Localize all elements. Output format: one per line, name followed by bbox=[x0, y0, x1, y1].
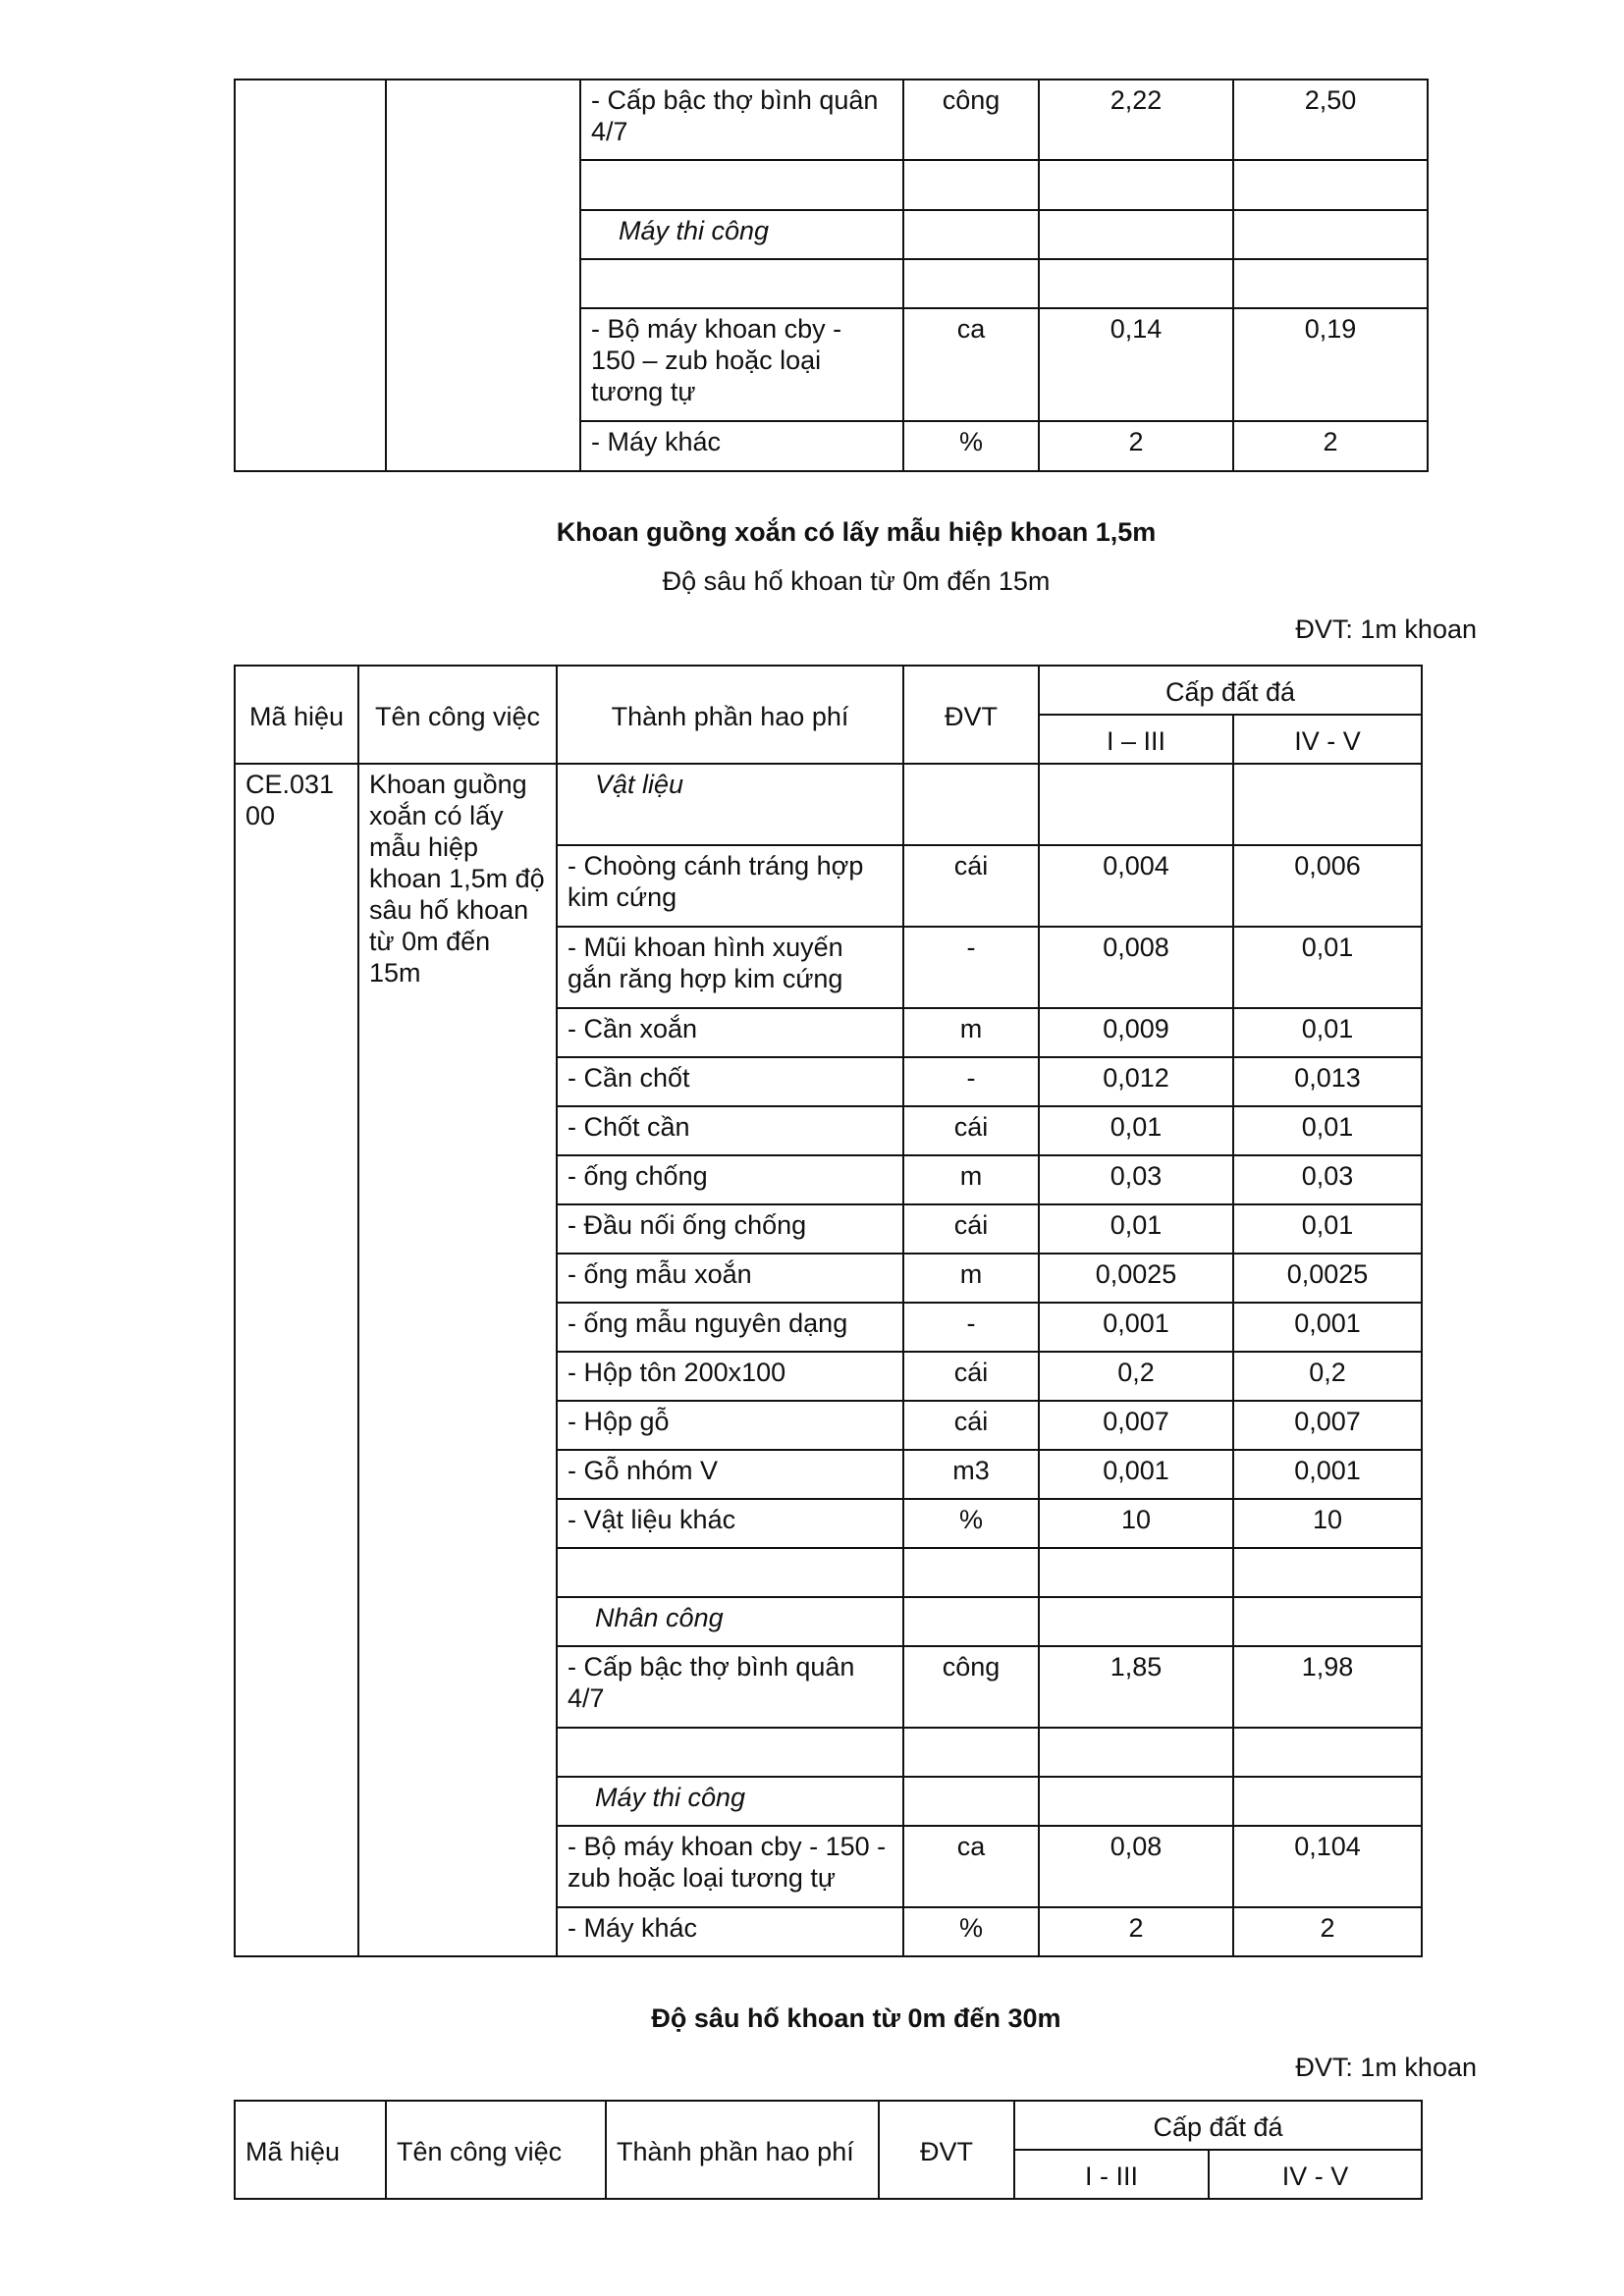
value-cell bbox=[1039, 1548, 1233, 1597]
value-cell: 0,2 bbox=[1233, 1352, 1422, 1401]
component-cell: - Cấp bậc thợ bình quân 4/7 bbox=[557, 1646, 903, 1728]
unit-cell: cái bbox=[903, 1352, 1039, 1401]
section-heading: Nhân công bbox=[557, 1597, 903, 1646]
component-cell bbox=[557, 1728, 903, 1777]
value-cell: 0,006 bbox=[1233, 845, 1422, 927]
value-cell: 0,03 bbox=[1233, 1155, 1422, 1204]
header-grade: Cấp đất đá bbox=[1014, 2101, 1422, 2150]
value-cell bbox=[1039, 210, 1233, 259]
value-cell bbox=[1233, 764, 1422, 845]
header-component: Thành phần hao phí bbox=[606, 2101, 879, 2199]
header-name: Tên công việc bbox=[358, 666, 557, 764]
unit-cell bbox=[903, 1548, 1039, 1597]
component-cell: - Cần chốt bbox=[557, 1057, 903, 1106]
work-code: CE.031 00 bbox=[235, 764, 358, 1956]
header-grade-1: I – III bbox=[1039, 715, 1233, 764]
name-cell bbox=[386, 80, 580, 471]
header-code: Mã hiệu bbox=[235, 2101, 386, 2199]
value-cell: 0,001 bbox=[1039, 1303, 1233, 1352]
unit-cell bbox=[903, 1597, 1039, 1646]
unit-cell: ca bbox=[903, 1826, 1039, 1907]
value-cell: 0,14 bbox=[1039, 308, 1233, 421]
unit-cell bbox=[903, 1777, 1039, 1826]
value-cell: 2 bbox=[1039, 1907, 1233, 1956]
value-cell bbox=[1233, 1728, 1422, 1777]
value-cell: 0,001 bbox=[1039, 1450, 1233, 1499]
component-cell: - Máy khác bbox=[580, 421, 903, 471]
unit-cell: m bbox=[903, 1008, 1039, 1057]
unit-cell bbox=[903, 764, 1039, 845]
section-title: Khoan guồng xoắn có lấy mẫu hiệp khoan 1,5m bbox=[556, 517, 1157, 547]
value-cell bbox=[1233, 1548, 1422, 1597]
value-cell bbox=[1039, 259, 1233, 308]
value-cell: 0,0025 bbox=[1233, 1254, 1422, 1303]
unit-cell bbox=[903, 1728, 1039, 1777]
value-cell: 0,012 bbox=[1039, 1057, 1233, 1106]
value-cell: 0,001 bbox=[1233, 1450, 1422, 1499]
norm-table-30m-header bbox=[234, 2100, 1423, 2200]
component-cell: - Mũi khoan hình xuyến gắn răng hợp kim cứng bbox=[557, 927, 903, 1008]
value-cell: 0,01 bbox=[1233, 1106, 1422, 1155]
value-cell: 2 bbox=[1233, 1907, 1422, 1956]
value-cell: 0,08 bbox=[1039, 1826, 1233, 1907]
table-row bbox=[235, 80, 1428, 160]
component-cell: - Máy khác bbox=[557, 1907, 903, 1956]
section-heading: Máy thi công bbox=[557, 1777, 903, 1826]
unit-note: ĐVT: 1m khoan bbox=[1295, 614, 1477, 644]
value-cell: 1,85 bbox=[1039, 1646, 1233, 1728]
header-grade-2: IV - V bbox=[1233, 715, 1422, 764]
norm-table-ce03100 bbox=[234, 665, 1423, 1957]
value-cell bbox=[1039, 1597, 1233, 1646]
value-cell bbox=[1233, 259, 1428, 308]
component-cell: - ống chống bbox=[557, 1155, 903, 1204]
component-cell: - Cần xoắn bbox=[557, 1008, 903, 1057]
unit-cell: ca bbox=[903, 308, 1039, 421]
value-cell bbox=[1039, 1728, 1233, 1777]
unit-cell: cái bbox=[903, 1401, 1039, 1450]
value-cell: 0,008 bbox=[1039, 927, 1233, 1008]
unit-cell bbox=[903, 210, 1039, 259]
component-cell: - Hộp tôn 200x100 bbox=[557, 1352, 903, 1401]
unit-cell: công bbox=[903, 1646, 1039, 1728]
component-cell bbox=[557, 1548, 903, 1597]
continuation-table bbox=[234, 79, 1429, 472]
header-component: Thành phần hao phí bbox=[557, 666, 903, 764]
component-cell bbox=[580, 160, 903, 210]
value-cell: 0,007 bbox=[1233, 1401, 1422, 1450]
value-cell: 0,2 bbox=[1039, 1352, 1233, 1401]
unit-cell: % bbox=[903, 1499, 1039, 1548]
header-grade-1: I - III bbox=[1014, 2150, 1209, 2199]
header-row bbox=[235, 666, 1422, 715]
unit-cell: cái bbox=[903, 1106, 1039, 1155]
header-grade: Cấp đất đá bbox=[1039, 666, 1422, 715]
section-heading: Máy thi công bbox=[580, 210, 903, 259]
section-title: Độ sâu hố khoan từ 0m đến 30m bbox=[651, 2003, 1061, 2033]
value-cell: 0,001 bbox=[1233, 1303, 1422, 1352]
unit-cell bbox=[903, 259, 1039, 308]
component-cell bbox=[580, 259, 903, 308]
value-cell: 0,01 bbox=[1039, 1106, 1233, 1155]
section-subtitle: Độ sâu hố khoan từ 0m đến 15m bbox=[662, 566, 1051, 596]
value-cell: 0,004 bbox=[1039, 845, 1233, 927]
header-name: Tên công việc bbox=[386, 2101, 606, 2199]
value-cell: 0,009 bbox=[1039, 1008, 1233, 1057]
value-cell: 10 bbox=[1233, 1499, 1422, 1548]
value-cell: 2,50 bbox=[1233, 80, 1428, 160]
value-cell: 0,01 bbox=[1039, 1204, 1233, 1254]
section-heading: Vật liệu bbox=[557, 764, 903, 845]
value-cell bbox=[1233, 160, 1428, 210]
value-cell bbox=[1039, 1777, 1233, 1826]
header-row bbox=[235, 2101, 1422, 2150]
value-cell: 2,22 bbox=[1039, 80, 1233, 160]
unit-cell: cái bbox=[903, 845, 1039, 927]
unit-cell: % bbox=[903, 1907, 1039, 1956]
value-cell bbox=[1233, 1597, 1422, 1646]
component-cell: - Hộp gỗ bbox=[557, 1401, 903, 1450]
value-cell: 0,01 bbox=[1233, 1008, 1422, 1057]
unit-cell: m bbox=[903, 1155, 1039, 1204]
component-cell: - Choòng cánh tráng hợp kim cứng bbox=[557, 845, 903, 927]
value-cell: 0,013 bbox=[1233, 1057, 1422, 1106]
value-cell: 1,98 bbox=[1233, 1646, 1422, 1728]
unit-note: ĐVT: 1m khoan bbox=[1295, 2053, 1477, 2082]
unit-cell: - bbox=[903, 927, 1039, 1008]
value-cell bbox=[1233, 1777, 1422, 1826]
unit-cell: - bbox=[903, 1057, 1039, 1106]
component-cell: - ống mẫu nguyên dạng bbox=[557, 1303, 903, 1352]
unit-cell bbox=[903, 160, 1039, 210]
unit-cell: - bbox=[903, 1303, 1039, 1352]
value-cell bbox=[1039, 764, 1233, 845]
component-cell: - Chốt cần bbox=[557, 1106, 903, 1155]
value-cell: 0,007 bbox=[1039, 1401, 1233, 1450]
component-cell: - Gỗ nhóm V bbox=[557, 1450, 903, 1499]
value-cell: 2 bbox=[1039, 421, 1233, 471]
unit-cell: m3 bbox=[903, 1450, 1039, 1499]
unit-cell: cái bbox=[903, 1204, 1039, 1254]
value-cell: 2 bbox=[1233, 421, 1428, 471]
value-cell: 10 bbox=[1039, 1499, 1233, 1548]
unit-cell: % bbox=[903, 421, 1039, 471]
code-cell bbox=[235, 80, 386, 471]
component-cell: - Cấp bậc thợ bình quân 4/7 bbox=[580, 80, 903, 160]
value-cell: 0,19 bbox=[1233, 308, 1428, 421]
value-cell bbox=[1233, 210, 1428, 259]
component-cell: - Đầu nối ống chống bbox=[557, 1204, 903, 1254]
work-name: Khoan guồng xoắn có lấy mẫu hiệp khoan 1,5m độ sâu hố khoan từ 0m đến 15m bbox=[358, 764, 557, 1956]
value-cell: 0,0025 bbox=[1039, 1254, 1233, 1303]
unit-cell: công bbox=[903, 80, 1039, 160]
value-cell: 0,01 bbox=[1233, 927, 1422, 1008]
value-cell: 0,03 bbox=[1039, 1155, 1233, 1204]
header-unit: ĐVT bbox=[903, 666, 1039, 764]
component-cell: - Bộ máy khoan cby - 150 – zub hoặc loại tương tự bbox=[580, 308, 903, 421]
value-cell: 0,104 bbox=[1233, 1826, 1422, 1907]
value-cell: 0,01 bbox=[1233, 1204, 1422, 1254]
component-cell: - ống mẫu xoắn bbox=[557, 1254, 903, 1303]
header-unit: ĐVT bbox=[879, 2101, 1014, 2199]
table-row bbox=[235, 764, 1422, 845]
component-cell: - Bộ máy khoan cby - 150 - zub hoặc loại tương tự bbox=[557, 1826, 903, 1907]
header-grade-2: IV - V bbox=[1209, 2150, 1422, 2199]
unit-cell: m bbox=[903, 1254, 1039, 1303]
header-code: Mã hiệu bbox=[235, 666, 358, 764]
component-cell: - Vật liệu khác bbox=[557, 1499, 903, 1548]
value-cell bbox=[1039, 160, 1233, 210]
